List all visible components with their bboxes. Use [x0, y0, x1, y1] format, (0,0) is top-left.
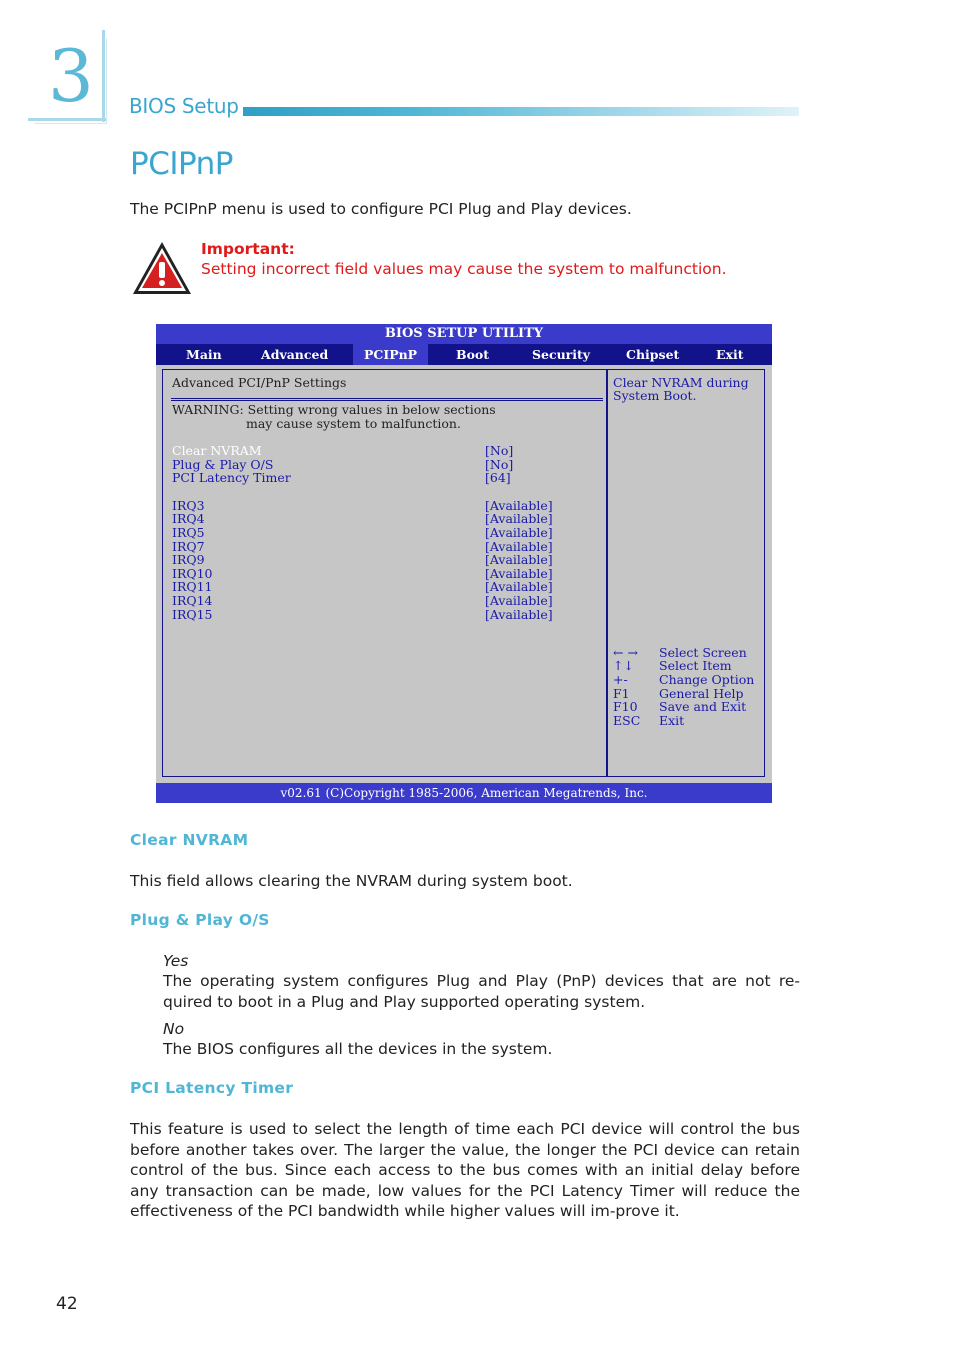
irq-label[interactable]: IRQ4: [172, 511, 205, 526]
page-number: 42: [56, 1294, 78, 1314]
irq-value[interactable]: [Available]: [485, 539, 553, 554]
bios-screen: [156, 324, 772, 803]
pnp-os-value[interactable]: [No]: [485, 457, 514, 472]
warning-icon: [131, 240, 193, 296]
key-action: Select Screen: [659, 645, 747, 660]
tab-chipset[interactable]: Chipset: [626, 347, 680, 362]
bios-title: BIOS SETUP UTILITY: [384, 326, 544, 341]
chapter-border-horizontal-inner: [34, 123, 106, 124]
pnp-yes-label: Yes: [163, 952, 189, 970]
panel-divider: [171, 398, 603, 399]
tab-exit[interactable]: Exit: [716, 347, 744, 362]
panel-divider-2: [171, 400, 603, 401]
tab-main[interactable]: Main: [186, 347, 222, 362]
key-arrows-lr: ← →: [613, 645, 638, 660]
pnp-yes-text: The operating system configures Plug and Play (PnP) devices that are not re-quired to boot in a Plug and Play supported operating system.: [163, 972, 800, 1011]
irq-value[interactable]: [Available]: [485, 607, 553, 622]
irq-label[interactable]: IRQ7: [172, 539, 205, 554]
tab-advanced[interactable]: Advanced: [261, 347, 329, 362]
clear-nvram-heading: Clear NVRAM: [130, 831, 249, 849]
clear-nvram-label[interactable]: Clear NVRAM: [172, 443, 262, 458]
help-panel: [607, 369, 765, 777]
pnp-os-label[interactable]: Plug & Play O/S: [172, 457, 274, 472]
warning-line-1: WARNING: Setting wrong values in below sections: [172, 402, 496, 417]
key-esc: ESC: [613, 713, 641, 728]
irq-value[interactable]: [Available]: [485, 566, 553, 581]
page-title: PCIPnP: [130, 146, 233, 182]
key-action: Select Item: [659, 658, 732, 673]
irq-label[interactable]: IRQ10: [172, 566, 213, 581]
chapter-border-vertical-inner: [106, 38, 107, 124]
latency-text: This feature is used to select the length of time each PCI device will control the bus before another takes over. The larger the value, the longer the PCI device can retain control of the bus. Since each access to the bus comes with an initial delay before any transaction can be made, low values for the PCI Latency Timer will reduce the effectiveness of the PCI bandwidth while higher values will im-prove it.: [130, 1120, 800, 1221]
clear-nvram-text: This field allows clearing the NVRAM during system boot.: [130, 872, 573, 890]
section-title: BIOS Setup: [129, 94, 239, 118]
key-f10: F10: [613, 699, 638, 714]
bios-body: [156, 365, 772, 783]
irq-value[interactable]: [Available]: [485, 498, 553, 513]
key-action: General Help: [659, 686, 744, 701]
key-arrows-ud: ↑↓: [613, 658, 634, 673]
chapter-border-horizontal: [28, 118, 106, 121]
key-f1: F1: [613, 686, 630, 701]
irq-value[interactable]: [Available]: [485, 525, 553, 540]
bios-footer: v02.61 (C)Copyright 1985-2006, American Megatrends, Inc.: [280, 786, 648, 800]
help-line-2: System Boot.: [613, 388, 697, 403]
important-title: Important:: [201, 240, 295, 258]
irq-value[interactable]: [Available]: [485, 511, 553, 526]
irq-label[interactable]: IRQ3: [172, 498, 205, 513]
latency-value[interactable]: [64]: [485, 470, 511, 485]
warning-line-2: may cause system to malfunction.: [246, 416, 461, 431]
irq-label[interactable]: IRQ15: [172, 607, 213, 622]
panel-heading: Advanced PCI/PnP Settings: [172, 375, 347, 390]
latency-heading: PCI Latency Timer: [130, 1079, 294, 1097]
pnp-os-heading: Plug & Play O/S: [130, 911, 270, 929]
intro-text: The PCIPnP menu is used to configure PCI Plug and Play devices.: [130, 200, 632, 218]
irq-label[interactable]: IRQ5: [172, 525, 205, 540]
chapter-border-vertical: [102, 30, 105, 122]
tab-security[interactable]: Security: [532, 347, 591, 362]
key-plus-minus: +-: [613, 672, 628, 687]
key-action: Exit: [659, 713, 685, 728]
tab-boot[interactable]: Boot: [456, 347, 490, 362]
settings-panel: [162, 369, 607, 777]
bios-menu-bar: [156, 344, 772, 365]
irq-value[interactable]: [Available]: [485, 552, 553, 567]
irq-value[interactable]: [Available]: [485, 593, 553, 608]
irq-label[interactable]: IRQ14: [172, 593, 213, 608]
tab-pcipnp[interactable]: PCIPnP: [353, 344, 428, 365]
pnp-no-label: No: [163, 1020, 185, 1038]
pnp-no-text: The BIOS configures all the devices in the system.: [163, 1040, 553, 1058]
header-gradient-bar: [243, 107, 799, 116]
important-text: Setting incorrect field values may cause the system to malfunction.: [201, 260, 727, 278]
key-action: Save and Exit: [659, 699, 747, 714]
irq-label[interactable]: IRQ9: [172, 552, 205, 567]
help-line-1: Clear NVRAM during: [613, 375, 749, 390]
irq-value[interactable]: [Available]: [485, 579, 553, 594]
irq-label[interactable]: IRQ11: [172, 579, 213, 594]
chapter-number: 3: [48, 34, 94, 118]
clear-nvram-value[interactable]: [No]: [485, 443, 514, 458]
key-action: Change Option: [659, 672, 755, 687]
latency-label[interactable]: PCI Latency Timer: [172, 470, 291, 485]
